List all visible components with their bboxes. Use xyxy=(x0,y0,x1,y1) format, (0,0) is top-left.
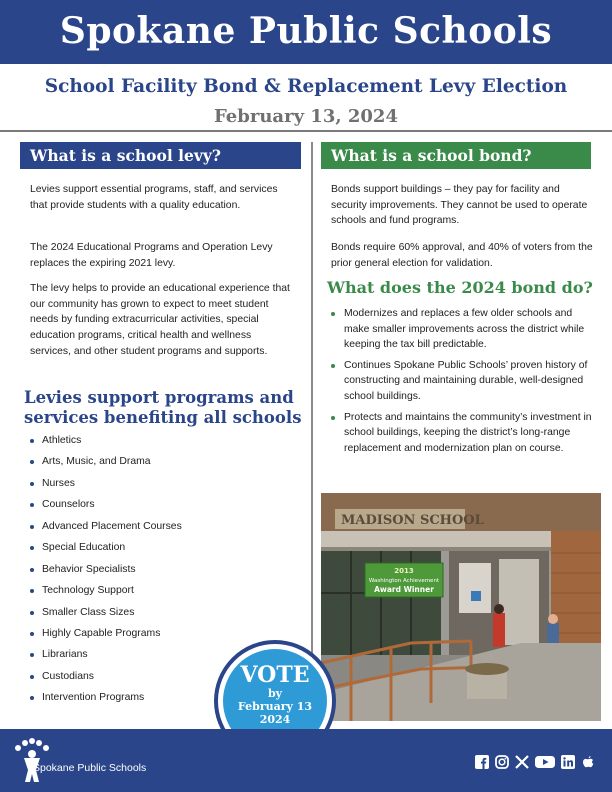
levy-program-list xyxy=(30,433,182,712)
list-item: Behavior Specialists xyxy=(30,562,182,583)
vote-date-line1: February 13 xyxy=(237,700,313,713)
bond-heading: What is a school bond? xyxy=(321,142,591,169)
vote-by-text: by xyxy=(267,687,283,700)
list-item: Special Education xyxy=(30,540,182,561)
levy-list-heading: Levies support programs and services benefiting all schools xyxy=(24,388,302,427)
school-entrance-photo xyxy=(321,493,601,721)
building-sign: MADISON SCHOOL xyxy=(341,513,484,528)
bond-benefit-list xyxy=(331,306,593,461)
linkedin-icon[interactable] xyxy=(561,754,575,770)
district-logo-text: Spokane Public Schools xyxy=(33,762,147,774)
levy-paragraph-3: The levy helps to provide an educational experience that our community has grown to expect to meet student needs by funding extracurricular activities, special education programs, critical health and wellness services, and other student programs and supports. xyxy=(30,283,290,357)
facebook-icon[interactable] xyxy=(475,754,489,770)
levy-paragraph-1: Levies support essential programs, staff, and services that provide students with a quality education. xyxy=(30,184,278,211)
list-item: Nurses xyxy=(30,476,182,497)
list-item: Smaller Class Sizes xyxy=(30,605,182,626)
page-title: Spokane Public Schools xyxy=(59,10,553,52)
youtube-icon[interactable] xyxy=(535,754,555,770)
bond-paragraph-2: Bonds require 60% approval, and 40% of voters from the prior general election for validation. xyxy=(331,242,593,269)
header-rule xyxy=(0,130,612,132)
x-icon[interactable] xyxy=(515,754,529,770)
banner-year: 2013 xyxy=(394,567,414,575)
list-item: Technology Support xyxy=(30,583,182,604)
district-logo-icon xyxy=(12,738,52,784)
instagram-icon[interactable] xyxy=(495,754,509,770)
bond-list-heading: What does the 2024 bond do? xyxy=(327,278,593,297)
list-item: Custodians xyxy=(30,669,182,690)
list-item: Modernizes and replaces a few older schools and make smaller improvements across the district while keeping the tax bill predictable. xyxy=(331,306,593,353)
header-banner xyxy=(0,0,612,64)
apple-icon[interactable] xyxy=(581,754,595,770)
levy-paragraph-2: The 2024 Educational Programs and Operation Levy replaces the expiring 2021 levy. xyxy=(30,242,273,269)
list-item: Advanced Placement Courses xyxy=(30,519,182,540)
footer-bar xyxy=(0,729,612,792)
list-item: Librarians xyxy=(30,647,182,668)
vote-date-line2: 2024 xyxy=(259,713,291,726)
list-item: Intervention Programs xyxy=(30,690,182,711)
list-item: Highly Capable Programs xyxy=(30,626,182,647)
list-item: Arts, Music, and Drama xyxy=(30,454,182,475)
bond-paragraph-1: Bonds support buildings – they pay for facility and security improvements. They cannot be used to operate schools and fund programs. xyxy=(331,184,588,227)
list-item: Continues Spokane Public Schools’ proven history of constructing and maintaining durable, well-designed school buildings. xyxy=(331,358,593,405)
levy-heading: What is a school levy? xyxy=(20,142,301,169)
election-date: February 13, 2024 xyxy=(214,106,398,127)
vote-text: VOTE xyxy=(240,662,310,688)
list-item: Athletics xyxy=(30,433,182,454)
banner-subtitle: Washington Achievement xyxy=(368,578,440,584)
list-item: Protects and maintains the community’s investment in school buildings, keeping the district’s long-range replacement and modernization plan on course. xyxy=(331,410,593,457)
list-item: Counselors xyxy=(30,497,182,518)
banner-award: Award Winner xyxy=(374,585,434,594)
column-divider xyxy=(311,142,313,662)
election-subtitle: School Facility Bond & Replacement Levy Election xyxy=(44,76,568,97)
